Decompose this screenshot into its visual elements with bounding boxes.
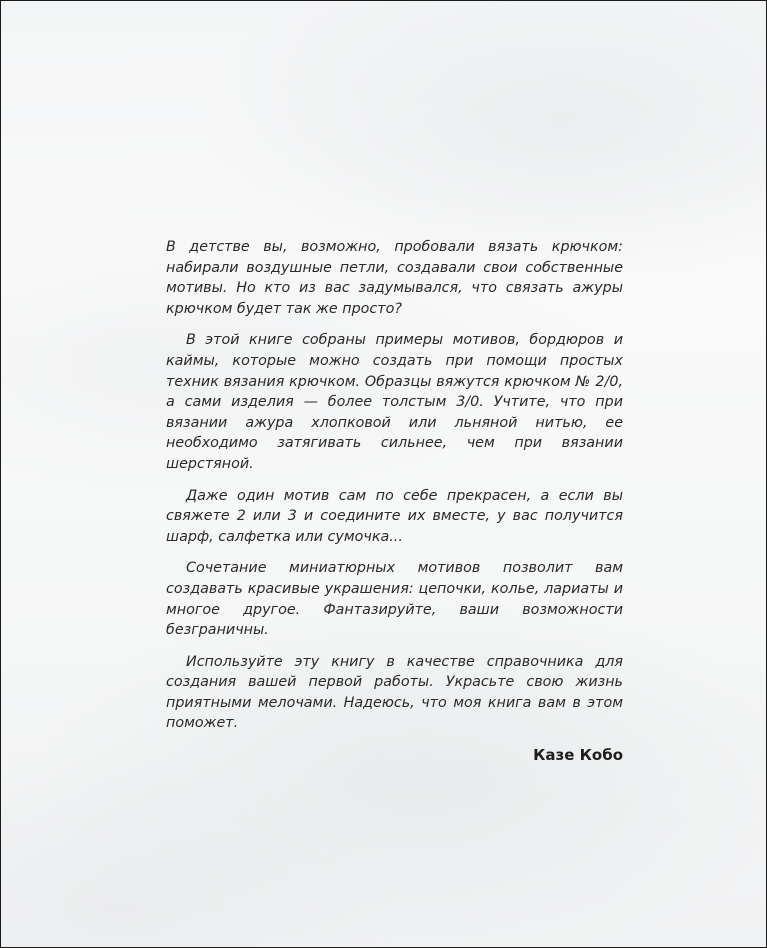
paragraph-2: В этой книге собраны примеры мотивов, бордюров и каймы, которые можно создать при помощи простых техник вязания крючком. Образцы вяжутся крючком № 2/0, а сами изделия — более толстым 3/0. Учтите, что при вязании ажура хлопковой или льняной нитью, ее необходимо затягивать сильнее, чем при вязании шерстяной. <box>166 332 623 472</box>
preface-text <box>166 237 623 766</box>
author-signature: Казе Кобо <box>533 746 623 765</box>
paragraph-3: Даже один мотив сам по себе прекрасен, а если вы свяжете 2 или 3 и соедините их вместе, у вас получится шарф, салфетка или сумочка... <box>166 487 623 545</box>
paragraph-4: Сочетание миниатюрных мотивов позволит вам создавать красивые украшения: цепочки, колье, лариаты и многое другое. Фантазируйте, ваши возможности безграничны. <box>166 560 623 639</box>
paragraph-5: Используйте эту книгу в качестве справочника для создания вашей первой работы. Украсьте свою жизнь приятными мелочами. Надеюсь, что моя книга вам в этом поможет. <box>166 653 623 732</box>
paragraph-1: В детстве вы, возможно, пробовали вязать крючком: набирали воздушные петли, создавали свои собственные мотивы. Но кто из вас задумывался, что связать ажуры крючком будет так же просто? <box>166 239 623 317</box>
